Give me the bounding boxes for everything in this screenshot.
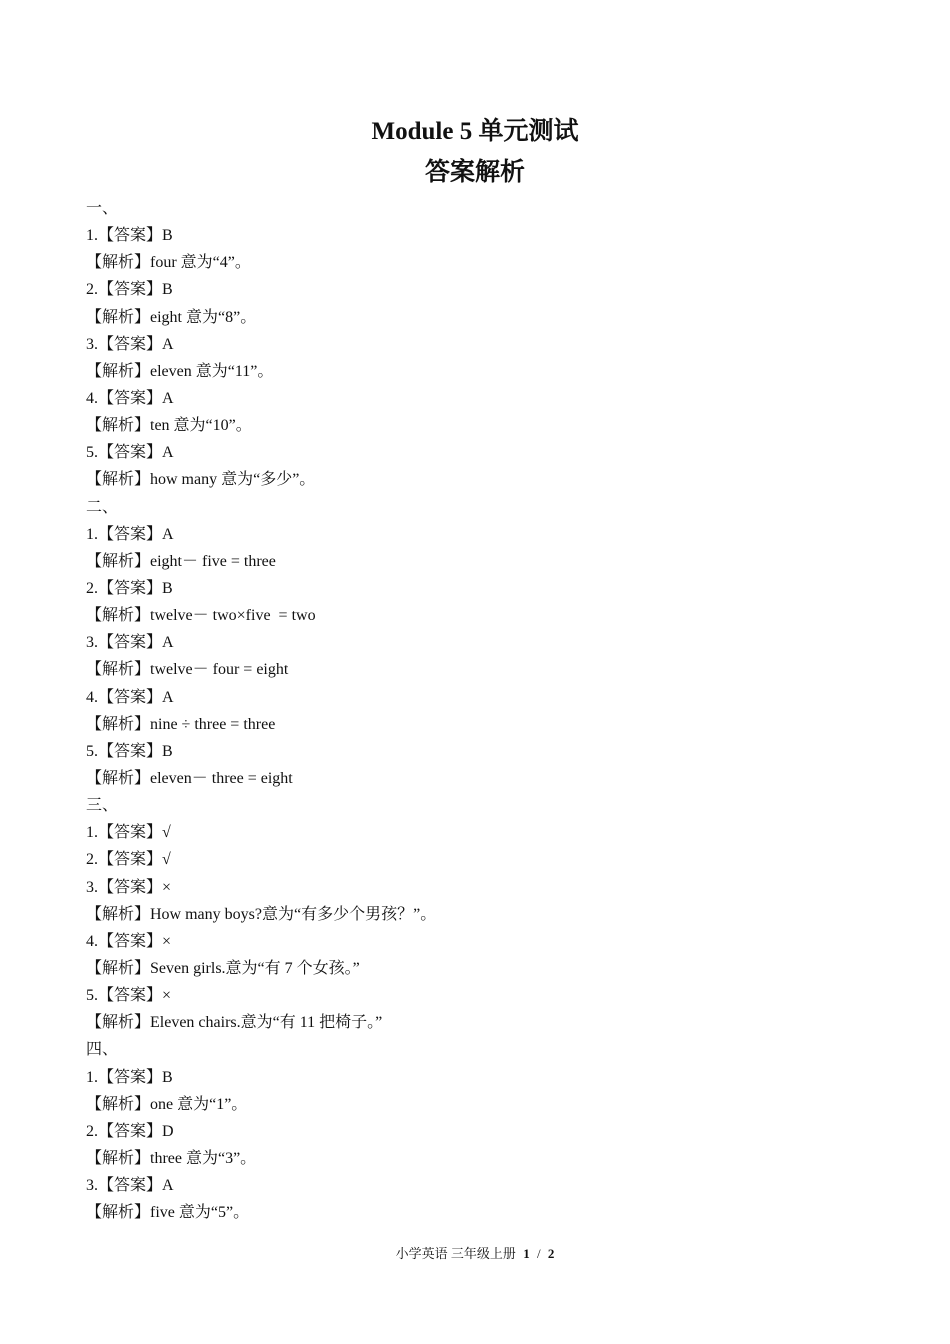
answer-line: 【解析】how many 意为“多少”。 bbox=[86, 471, 316, 489]
answer-line: 【解析】Eleven chairs.意为“有 11 把椅子。” bbox=[86, 1014, 383, 1032]
answer-line: 四、 bbox=[86, 1041, 119, 1059]
answer-line: 【解析】three 意为“3”。 bbox=[86, 1149, 257, 1167]
answer-line: 【解析】eleven 意为“11”。 bbox=[86, 362, 274, 380]
answer-line: 【解析】eleven－ three = eight bbox=[86, 769, 293, 787]
answer-line: 【解析】five 意为“5”。 bbox=[86, 1204, 250, 1222]
answer-line: 【解析】Seven girls.意为“有 7 个女孩。” bbox=[86, 959, 360, 977]
answer-list bbox=[86, 195, 866, 1226]
answer-line: 4.【答案】A bbox=[86, 389, 174, 407]
answer-line: 5.【答案】A bbox=[86, 444, 174, 462]
page-footer bbox=[0, 1244, 950, 1264]
answer-line: 【解析】twelve－ two×five = two bbox=[86, 607, 316, 625]
answer-line: 【解析】eight－ five = three bbox=[86, 552, 276, 570]
answer-line: 2.【答案】B bbox=[86, 579, 173, 597]
answer-line: 【解析】twelve－ four = eight bbox=[86, 661, 289, 679]
answer-line: 1.【答案】A bbox=[86, 525, 174, 543]
answer-line: 2.【答案】√ bbox=[86, 851, 171, 869]
answer-line: 1.【答案】B bbox=[86, 227, 173, 245]
answer-line: 5.【答案】B bbox=[86, 742, 173, 760]
answer-line: 【解析】eight 意为“8”。 bbox=[86, 308, 257, 326]
footer-current-page: 1 bbox=[523, 1246, 530, 1261]
page-title: Module 5 单元测试 bbox=[371, 118, 579, 145]
answer-line: 4.【答案】A bbox=[86, 688, 174, 706]
answer-line: 【解析】one 意为“1”。 bbox=[86, 1095, 248, 1113]
answer-line: 2.【答案】D bbox=[86, 1122, 174, 1140]
footer-label: 小学英语 三年级上册 bbox=[395, 1246, 516, 1261]
answer-line: 【解析】ten 意为“10”。 bbox=[86, 417, 252, 435]
page-subtitle: 答案解析 bbox=[424, 159, 525, 186]
answer-line: 4.【答案】× bbox=[86, 932, 172, 950]
answer-line: 1.【答案】√ bbox=[86, 824, 171, 842]
answer-line: 【解析】nine ÷ three = three bbox=[86, 715, 276, 733]
answer-line: 二、 bbox=[86, 498, 119, 516]
answer-line: 5.【答案】× bbox=[86, 987, 172, 1005]
answer-line: 3.【答案】A bbox=[86, 1177, 174, 1195]
answer-line: 【解析】four 意为“4”。 bbox=[86, 254, 251, 272]
answer-line: 3.【答案】A bbox=[86, 335, 174, 353]
answer-line: 【解析】How many boys?意为“有多少个男孩？”。 bbox=[86, 905, 437, 923]
footer-total-pages: 2 bbox=[547, 1246, 555, 1261]
footer-separator: / bbox=[536, 1246, 541, 1261]
answer-line: 1.【答案】B bbox=[86, 1068, 173, 1086]
answer-line: 2.【答案】B bbox=[86, 281, 173, 299]
answer-line: 3.【答案】× bbox=[86, 878, 172, 896]
answer-line: 三、 bbox=[86, 797, 119, 815]
answer-line: 一、 bbox=[86, 200, 119, 217]
answer-line: 3.【答案】A bbox=[86, 634, 174, 652]
